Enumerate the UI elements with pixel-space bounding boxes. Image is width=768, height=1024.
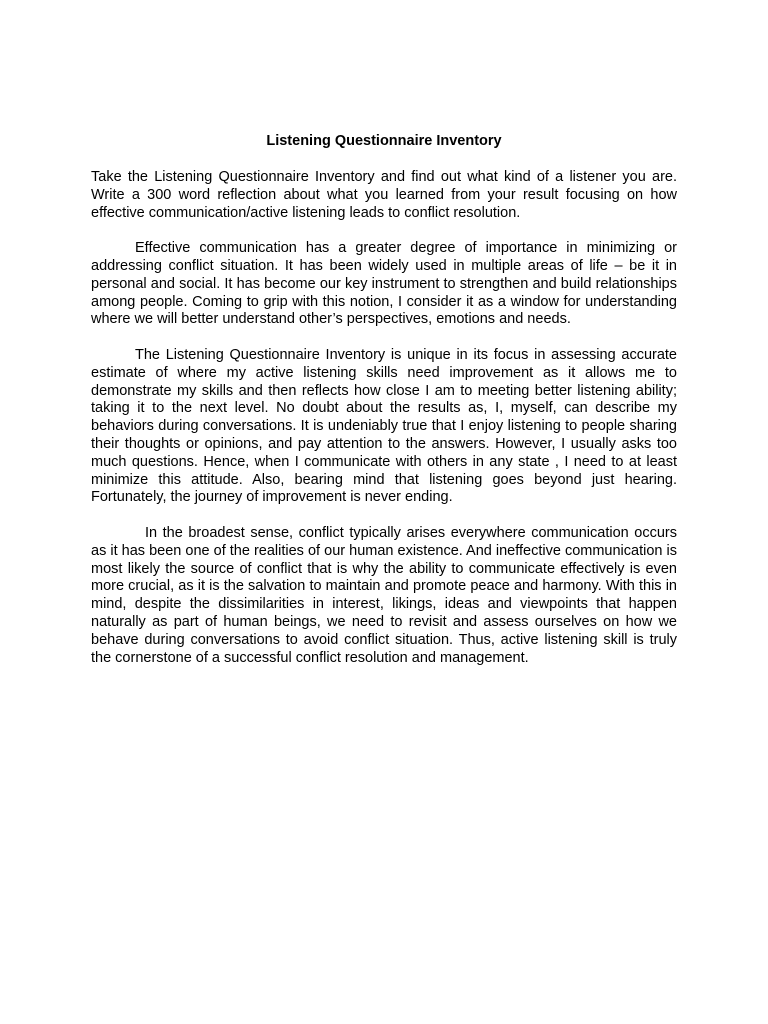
prompt-paragraph: Take the Listening Questionnaire Inventory and find out what kind of a listener you are. Write a 300 word reflection about what you learned from your result focusing on how effective communication/active listening leads to conflict resolution.: [91, 169, 677, 221]
document-title: Listening Questionnaire Inventory: [266, 133, 502, 149]
body-paragraph-2: The Listening Questionnaire Inventory is unique in its focus in assessing accurate estimate of where my active listening skills need improvement as it allows me to demonstrate my skills and then reflects how close I am to meeting better listening ability; taking it to the next level. No doubt about the results as, I, myself, can describe my behaviors during conversations. It is undeniably true that I enjoy listening to people sharing their thoughts or opinions, and pay attention to the answers. However, I usually asks too much questions. Hence, when I communicate with others in any state , I need to at least minimize this attitude. Also, bearing mind that listening goes beyond just hearing. Fortunately, the journey of improvement is never ending.: [91, 346, 677, 506]
body-paragraph-1: Effective communication has a greater degree of importance in minimizing or addressing conflict situation. It has been widely used in multiple areas of life – be it in personal and social. It has become our key instrument to strengthen and build relationships among people. Coming to grip with this notion, I consider it as a window for understanding where we will better understand other’s perspectives, emotions and needs.: [91, 240, 677, 328]
body-paragraph-3: In the broadest sense, conflict typically arises everywhere communication occurs as it has been one of the realities of our human existence. And ineffective communication is most likely the source of conflict that is why the ability to communicate effectively is even more crucial, as it is the salvation to maintain and promote peace and harmony. With this in mind, despite the dissimilarities in interest, likings, ideas and viewpoints that happen naturally as part of human beings, we need to revisit and assess ourselves on how we behave during conversations to avoid conflict situation. Thus, active listening skill is truly the cornerstone of a successful conflict resolution and management.: [91, 524, 677, 666]
document-page: [91, 131, 677, 685]
